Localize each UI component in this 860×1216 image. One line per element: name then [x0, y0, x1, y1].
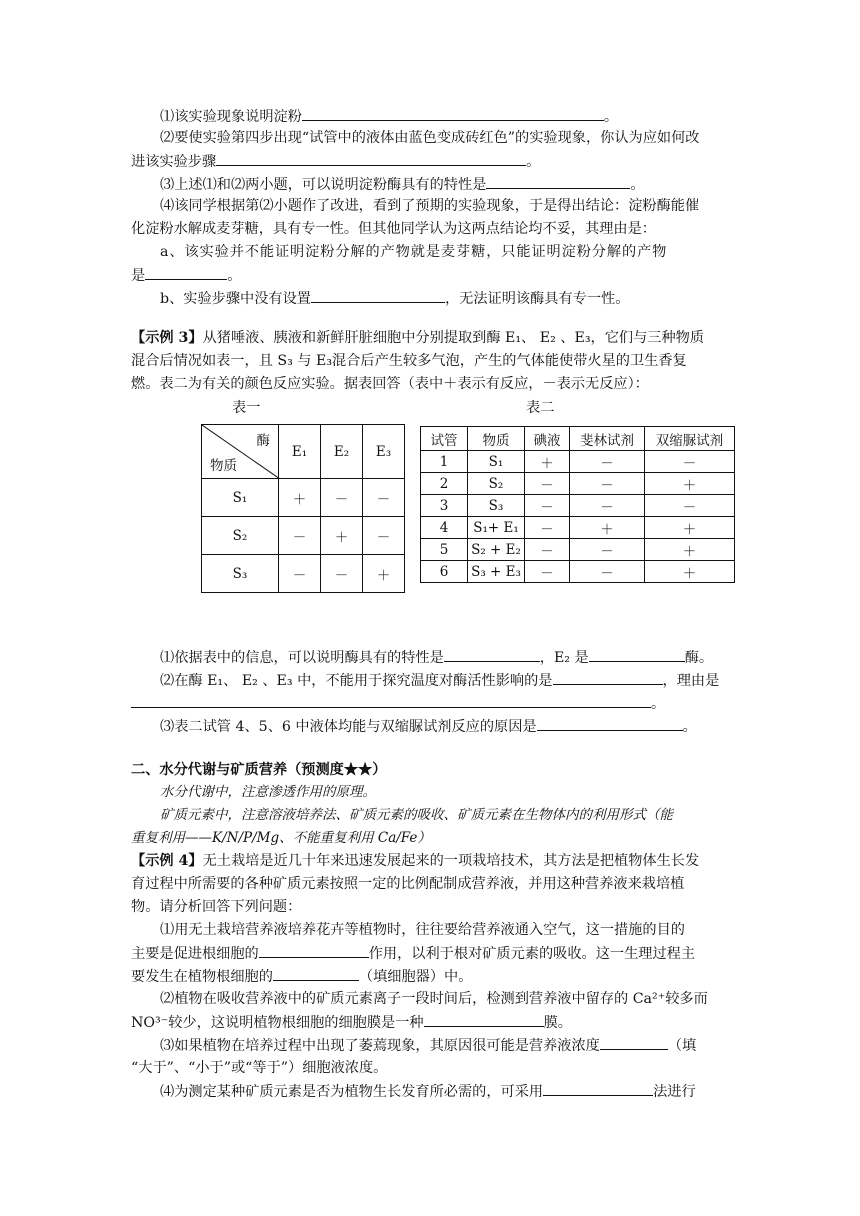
table-row	[202, 517, 405, 555]
question-s1-1	[160, 106, 618, 127]
question-ex4-2-line2	[131, 1012, 572, 1033]
section2-note2-line2: 重复利用——K/N/P/Mg、不能重复利用 Ca/Fe）	[131, 830, 431, 846]
example3-line3: 燃。表二为有关的颜色反应实验。据表回答（表中＋表示有反应，－表示无反应）：	[131, 376, 649, 392]
answer-blank[interactable]	[537, 716, 683, 731]
question-text: 主要是促进根细胞的	[131, 946, 259, 962]
table2-cell: ＋	[645, 539, 735, 561]
question-s1-2-line2	[131, 151, 540, 172]
table2	[420, 426, 735, 583]
corner-bottom-label: 物质	[210, 458, 237, 474]
table2-cell: －	[645, 451, 735, 473]
example-tag: 【示例 3】	[131, 330, 203, 346]
table-row	[202, 555, 405, 593]
table2-header: 物质	[468, 427, 525, 451]
example3-line2: 混合后情况如表一，且 S₃ 与 E₃混合后产生较多气泡，产生的气体能使带火星的卫生香复	[131, 353, 687, 369]
question-text: ⑶表二试管 4、5、6 中液体均能与双缩脲试剂反应的原因是	[160, 719, 537, 735]
table1-cell: －	[363, 479, 405, 517]
question-ex3-2	[160, 670, 719, 691]
table2-cell: －	[570, 495, 645, 517]
table2-cell: －	[570, 539, 645, 561]
question-s1-4-a-line1: a、该实验并不能证明淀粉分解的产物就是麦芽糖，只能证明淀粉分解的产物	[160, 244, 668, 260]
example3-line1	[131, 328, 704, 348]
table2-cell: ＋	[645, 473, 735, 495]
table1	[201, 424, 405, 593]
question-ex4-3-line1	[160, 1035, 696, 1056]
question-text: 。	[603, 109, 619, 125]
answer-blank[interactable]	[311, 288, 445, 303]
table1-caption: 表一	[232, 400, 261, 416]
section2-note2-line1: 矿质元素中，注意溶液培养法、矿质元素的吸收、矿质元素在生物体内的利用形式（能	[160, 807, 673, 823]
question-text: ⑶上述⑴和⑵两小题，可以说明淀粉酶具有的特性是	[160, 177, 487, 193]
table2-cell: S₁+ E₁	[468, 517, 525, 539]
answer-blank[interactable]	[589, 647, 685, 662]
table1-corner-cell	[202, 425, 279, 479]
question-ex4-3-line2: “大于”、“小于”或“等于”）细胞液浓度。	[131, 1060, 388, 1076]
section2-note1: 水分代谢中，注意渗透作用的原理。	[160, 784, 376, 800]
table2-cell: S₁	[468, 451, 525, 473]
table1-col-header: E₂	[321, 425, 363, 479]
question-text: NO³⁻较少，这说明植物根细胞的细胞膜是一种	[131, 1015, 424, 1031]
question-ex4-4	[160, 1081, 696, 1102]
question-ex4-1-line1: ⑴用无土栽培营养液培养花卉等植物时，往往要给营养液通入空气，这一措施的目的	[160, 922, 685, 938]
table1-col-header: E₁	[279, 425, 321, 479]
table2-cell: ＋	[645, 561, 735, 583]
example4-line1	[131, 851, 699, 871]
question-text: 膜。	[543, 1015, 572, 1031]
question-text: 要发生在植物根细胞的	[131, 969, 273, 985]
answer-blank[interactable]	[216, 151, 526, 166]
table2-cell: 6	[421, 561, 468, 583]
table2-cell: －	[570, 451, 645, 473]
table2-cell: 1	[421, 451, 468, 473]
table2-cell: ＋	[570, 517, 645, 539]
table2-cell: ＋	[645, 517, 735, 539]
table2-cell: S₂	[468, 473, 525, 495]
table-row	[421, 517, 735, 539]
question-text: 酶。	[684, 650, 714, 666]
table2-caption: 表二	[526, 400, 555, 416]
table2-cell: －	[525, 495, 570, 517]
corner-top-label: 酶	[256, 433, 270, 449]
question-text: 。	[227, 268, 242, 284]
question-text: ，理由是	[662, 673, 720, 689]
table-row	[421, 495, 735, 517]
table2-cell: 3	[421, 495, 468, 517]
question-text: ⑷为测定某种矿质元素是否为植物生长发育所必需的，可采用	[160, 1084, 544, 1100]
question-text: ，无法证明该酶具有专一性。	[444, 291, 630, 307]
table2-cell: S₃ + E₃	[468, 561, 525, 583]
question-text: 。	[526, 154, 541, 170]
example4-line2: 育过程中所需要的各种矿质元素按照一定的比例配制成营养液，并用这种营养液来栽培植	[131, 876, 685, 892]
answer-blank[interactable]	[302, 106, 604, 121]
table2-header: 斐林试剂	[570, 427, 645, 451]
question-ex4-1-line2	[131, 943, 695, 964]
table1-cell: －	[363, 517, 405, 555]
answer-blank[interactable]	[424, 1012, 544, 1027]
question-text: b、实验步骤中没有设置	[160, 291, 311, 307]
question-s1-4-line2: 化淀粉水解成麦芽糖，具有专一性。但其他同学认为这两点结论均不妥，其理由是：	[131, 221, 656, 237]
question-text: （填细胞器）中。	[358, 969, 473, 985]
question-text: 。	[630, 177, 645, 193]
question-text: ，E₂ 是	[539, 650, 589, 666]
question-text: 。	[651, 696, 666, 712]
table1-col-header: E₃	[363, 425, 405, 479]
table1-cell: ＋	[363, 555, 405, 593]
table1-cell: －	[279, 555, 321, 593]
question-text: ⑵在酶 E₁、 E₂ 、E₃ 中，不能用于探究温度对酶活性影响的是	[160, 673, 553, 689]
table-row	[202, 479, 405, 517]
example-tag: 【示例 4】	[131, 853, 203, 869]
table2-cell: －	[570, 561, 645, 583]
answer-blank[interactable]	[486, 174, 630, 189]
table-row	[421, 539, 735, 561]
question-s1-3	[160, 174, 645, 195]
table1-cell: ＋	[321, 517, 363, 555]
question-text: （填	[667, 1038, 697, 1054]
answer-blank[interactable]	[444, 647, 540, 662]
table2-cell: 5	[421, 539, 468, 561]
question-text: ⑴依据表中的信息，可以说明酶具有的特性是	[160, 650, 444, 666]
table2-cell: －	[525, 561, 570, 583]
table2-cell: ＋	[525, 451, 570, 473]
answer-blank[interactable]	[600, 1035, 668, 1050]
answer-blank[interactable]	[553, 670, 663, 685]
table-row	[421, 473, 735, 495]
question-ex3-2-line2	[131, 693, 665, 714]
question-ex4-2-line1: ⑵植物在吸收营养液中的矿质元素离子一段时间后，检测到营养液中留存的 Ca²⁺较多而	[160, 991, 708, 1007]
table1-row-label: S₂	[202, 517, 279, 555]
table1-cell: －	[279, 517, 321, 555]
answer-blank[interactable]	[273, 966, 359, 981]
question-text: 作用，以利于根对矿质元素的吸收。这一生理过程主	[368, 946, 696, 962]
table2-cell: －	[645, 495, 735, 517]
question-ex4-1-line3	[131, 966, 472, 987]
table2-cell: S₂ + E₂	[468, 539, 525, 561]
table1-cell: ＋	[279, 479, 321, 517]
question-text: ⑶如果植物在培养过程中出现了萎蔫现象，其原因很可能是营养液浓度	[160, 1038, 600, 1054]
example4-line3: 物。请分析回答下列问题：	[131, 899, 302, 915]
table1-row-label: S₁	[202, 479, 279, 517]
answer-blank[interactable]	[543, 1081, 653, 1096]
question-text: ⑴该实验现象说明淀粉	[160, 109, 302, 125]
table2-cell: S₃	[468, 495, 525, 517]
table2-cell: 2	[421, 473, 468, 495]
question-text: 是	[131, 268, 146, 284]
table2-cell: －	[525, 539, 570, 561]
question-ex3-1	[160, 647, 713, 668]
answer-blank[interactable]	[259, 943, 369, 958]
question-text: 进该实验步骤	[131, 154, 217, 170]
question-ex3-3	[160, 716, 697, 737]
table-row	[421, 561, 735, 583]
table1-row-label: S₃	[202, 555, 279, 593]
question-s1-2-line1: ⑵要使实验第四步出现“试管中的液体由蓝色变成砖红色”的实验现象，你认为应如何改	[160, 130, 700, 146]
example-text: 从猪唾液、胰液和新鲜肝脏细胞中分别提取到酶 E₁、 E₂ 、E₃，它们与三种物质	[202, 330, 705, 346]
table1-cell: －	[321, 555, 363, 593]
example-text: 无土栽培是近几十年来迅速发展起来的一项栽培技术，其方法是把植物体生长发	[202, 853, 700, 869]
question-s1-4-b	[160, 288, 629, 309]
table2-header: 双缩脲试剂	[645, 427, 735, 451]
question-text: 。	[682, 719, 697, 735]
table1-cell: －	[321, 479, 363, 517]
section2-heading: 二、水分代谢与矿质营养（预测度★★）	[131, 762, 387, 778]
table2-cell: 4	[421, 517, 468, 539]
question-text: 法进行	[653, 1084, 696, 1100]
table2-header: 碘液	[525, 427, 570, 451]
table2-header: 试管	[421, 427, 468, 451]
answer-blank[interactable]	[131, 693, 651, 708]
question-s1-4-a-line2	[131, 265, 241, 286]
answer-blank[interactable]	[145, 265, 227, 280]
question-s1-4-line1: ⑷该同学根据第⑵小题作了改进，看到了预期的实验现象，于是得出结论：淀粉酶能催	[160, 198, 700, 214]
table2-cell: －	[525, 473, 570, 495]
table2-cell: －	[570, 473, 645, 495]
table2-cell: －	[525, 517, 570, 539]
table-row	[421, 451, 735, 473]
